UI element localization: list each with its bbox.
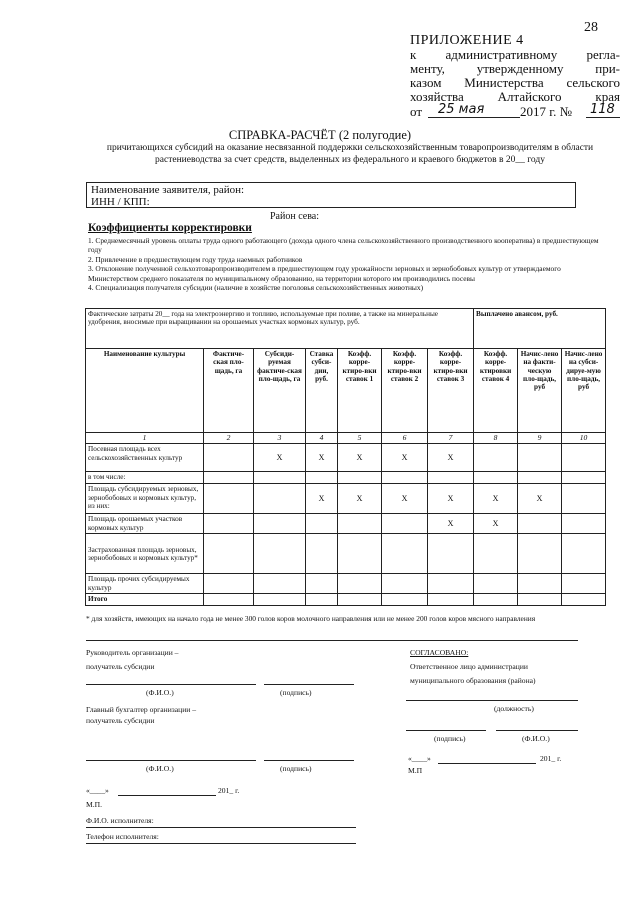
row-label-including: в том числе: [86,472,204,484]
table-cell [518,514,562,534]
table-cell [562,484,606,514]
header-actual-area: Фактиче-ская пло-щадь, га [204,349,254,433]
col-number-7: 7 [428,433,474,444]
right-date-year: 201_ г. [540,754,562,763]
applicant-name-label: Наименование заявителя, район: [91,184,245,196]
executor-label: Ф.И.О. исполнителя: [86,816,154,825]
table-cell [382,594,428,605]
table-cell [254,594,306,605]
applicant-box [86,182,576,208]
document-title: СПРАВКА-РАСЧЁТ (2 полугодие) [228,128,412,142]
appendix-line-1: к административному регла- [410,47,620,62]
col-number-5: 5 [338,433,382,444]
col-number-9: 9 [518,433,562,444]
left-mp: М.П. [86,800,103,809]
responsible-label-1: Ответственное лицо администрации [410,662,528,671]
coefficients-heading: Коэффициенты корректировки [88,222,252,234]
left-date-day: «____» [86,786,109,795]
table-cell [382,514,428,534]
table-cell [474,444,518,472]
row-label-subsidized-grain: Площадь субсидируемых зерновых, зернобобовых и кормовых культур, из них: [86,484,204,514]
table-cell: X [474,484,518,514]
col-number-6: 6 [382,433,428,444]
table-cell [474,594,518,605]
head-fio-caption: (Ф.И.О.) [146,688,174,697]
accountant-fio-caption: (Ф.И.О.) [146,764,174,773]
header-coef-4: Коэфф. корре-ктировки ставок 4 [474,349,518,433]
table-cell: X [428,444,474,472]
accountant-label-1: Главный бухгалтер организации – [86,705,197,714]
head-label-1: Руководитель организации – [86,648,179,657]
appendix-line-3: казом Министерства сельского [410,75,620,90]
coefficient-item-3: 3. Отклонение полученной сельхозтоваропроизводителем в предшествующем году урожайности зерновых и зернобобовых культур от утверждаемого Министерством среднего показателя по муниципальному образованию, на территории которого им производились посевы [88,264,561,283]
row-label-total: Итого [86,594,204,605]
appendix-number-handwritten: 118 [590,102,615,117]
responsible-label-2: муниципального образования (района) [410,676,536,685]
advance-paid-cell: Выплачено авансом, руб. [474,309,606,349]
coefficient-item-2: 2. Привлечение в предшествующем году труда наемных работников [88,254,303,264]
phone-label: Телефон исполнителя: [86,832,159,841]
head-sign-caption: (подпись) [280,688,312,697]
table-cell [562,534,606,574]
agreed-label: СОГЛАСОВАНО: [410,648,469,657]
header-coef-1: Коэфф. корре-ктиро-вки ставок 1 [338,349,382,433]
table-cell [204,534,254,574]
header-accrued-subsidized: Начис-лено на субси-дируе-мую пло-щадь, руб [562,349,606,433]
table-cell [428,574,474,594]
table-cell [474,472,518,484]
table-cell [518,594,562,605]
costs-cell: Фактические затраты 20__ года на электроэнергию и топливо, используемые при поливе, а также на минеральные удобрения, вносимые при выращивании на орошаемых участках кормовых культур, руб. [86,309,474,349]
table-cell [306,574,338,594]
table-cell [204,594,254,605]
table-cell [338,472,382,484]
table-cell [562,472,606,484]
table-cell: X [428,514,474,534]
table-cell [382,574,428,594]
table-cell: X [382,484,428,514]
header-coef-2: Коэфф. корре-ктиро-вки ставок 2 [382,349,428,433]
col-number-2: 2 [204,433,254,444]
header-subsidized-area: Субсиди-руемая фактиче-ская пло-щадь, га [254,349,306,433]
accountant-sign-caption: (подпись) [280,764,312,773]
header-crop-name: Наименование культуры [86,349,204,433]
sowing-region-label: Район сева: [270,211,320,222]
table-cell [562,514,606,534]
col-number-10: 10 [562,433,606,444]
table-cell [306,534,338,574]
col-number-4: 4 [306,433,338,444]
table-cell [428,594,474,605]
table-cell [254,484,306,514]
col-number-8: 8 [474,433,518,444]
table-cell [518,444,562,472]
row-label-irrigated: Площадь орошаемых участков кормовых культур [86,514,204,534]
appendix-date-handwritten: 25 мая [438,102,485,117]
header-coef-3: Коэфф. корре-ктиро-вки ставок 3 [428,349,474,433]
position-caption: (должность) [494,704,534,713]
table-cell [338,534,382,574]
footnote: * для хозяйств, имеющих на начало года не менее 300 голов коров молочного направления или не менее 200 голов коров мясного направления [86,614,536,623]
right-fio-caption: (Ф.И.О.) [522,734,550,743]
table-cell [204,444,254,472]
table-cell [562,444,606,472]
table-cell [428,472,474,484]
right-sign-caption: (подпись) [434,734,466,743]
table-cell [204,514,254,534]
right-mp: М.П [408,766,423,775]
table-cell [254,514,306,534]
applicant-inn-label: ИНН / КПП: [91,196,150,208]
col-number-1: 1 [86,433,204,444]
table-cell: X [428,484,474,514]
calculation-table [85,308,606,606]
appendix-year: 2017 г. № [520,104,573,119]
header-subsidy-rate: Ставка субси-дии, руб. [306,349,338,433]
appendix-block [410,34,620,120]
right-date-day: «____» [408,754,431,763]
table-cell [474,574,518,594]
table-cell [562,574,606,594]
table-cell [518,472,562,484]
table-cell [254,472,306,484]
table-cell [518,574,562,594]
table-cell: X [518,484,562,514]
table-cell [254,574,306,594]
table-cell [338,574,382,594]
coefficients-list [88,236,608,292]
table-cell [382,534,428,574]
coefficient-item-1: 1. Среднемесячный уровень оплаты труда одного работающего (дохода одного члена сельскохозяйственного производственного кооператива) в предшествующем году [88,236,599,255]
table-cell [204,484,254,514]
table-cell: X [306,484,338,514]
table-cell [474,534,518,574]
left-date-year: 201_ г. [218,786,240,795]
table-cell [306,472,338,484]
table-cell [338,514,382,534]
table-cell [306,594,338,605]
appendix-line-2: менту, утвержденному при- [410,61,620,76]
table-cell: X [382,444,428,472]
table-cell [428,534,474,574]
header-accrued-actual: Начис-лено на факти-ческую пло-щадь, руб [518,349,562,433]
table-cell: X [338,484,382,514]
table-cell [338,594,382,605]
col-number-3: 3 [254,433,306,444]
table-cell [518,534,562,574]
table-cell [562,594,606,605]
accountant-label-2: получатель субсидии [86,716,155,725]
table-cell [254,534,306,574]
table-cell: X [306,444,338,472]
head-label-2: получатель субсидии [86,662,155,671]
table-cell [382,472,428,484]
table-cell: X [254,444,306,472]
table-cell [204,472,254,484]
table-cell: X [474,514,518,534]
table-cell: X [338,444,382,472]
row-label-total-sown: Посевная площадь всех сельскохозяйственных культур [86,444,204,472]
page-number: 28 [584,20,598,35]
appendix-line-4: хозяйства Алтайского края [410,89,620,104]
appendix-title: ПРИЛОЖЕНИЕ 4 [410,33,524,48]
document-subtitle: причитающихся субсидий на оказание несвязанной поддержки сельскохозяйственным товаропроизводителям в области растениеводства за счет средств, выделенных из федерального и краевого бюджетов в 20__ году [106,143,594,165]
row-label-other: Площадь прочих субсидируемых культур [86,574,204,594]
table-cell [204,574,254,594]
row-label-insured: Застрахованная площадь зерновых, зернобобовых и кормовых культур* [86,534,204,574]
table-cell [306,514,338,534]
appendix-date-line [410,104,620,120]
coefficient-item-4: 4. Специализация получателя субсидии (наличие в хозяйстве поголовья сельскохозяйственных животных) [88,283,424,293]
appendix-date-prefix: от [410,104,423,119]
